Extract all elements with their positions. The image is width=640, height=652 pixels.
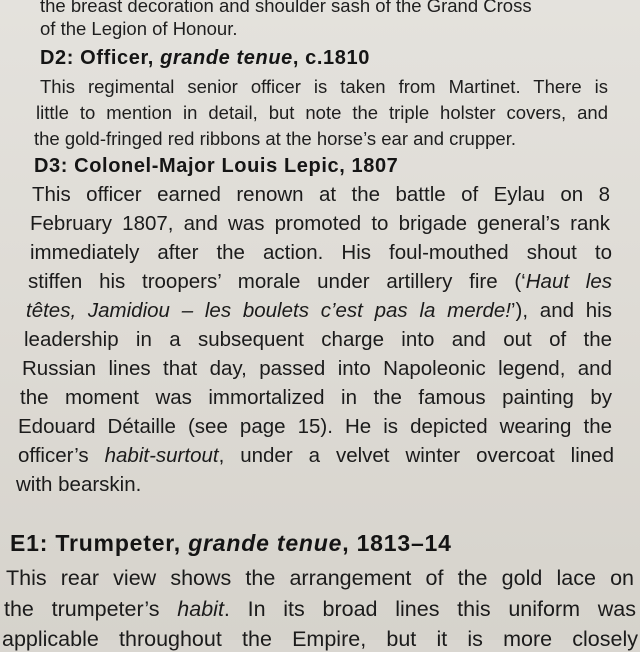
heading-italic: grande tenue (160, 47, 293, 69)
d3-text: , under a velvet winter overcoat lined (218, 444, 614, 467)
e1-text: the trumpeter’s (4, 597, 178, 621)
d3-line: the moment was immortalized in the famous painting by (20, 386, 612, 409)
d2-line: little to mention in detail, but note the triple holster covers, and (36, 102, 608, 123)
d2-line: the gold-fringed red ribbons at the horse’s ear and crupper. (34, 128, 516, 149)
d3-quote: Haut les (525, 270, 612, 293)
section-heading-e1 (10, 530, 452, 557)
d3-line: February 1807, and was promoted to brigade general’s rank (30, 212, 610, 235)
heading-code: E1: Trumpeter, (10, 530, 181, 556)
section-heading-d3: D3: Colonel-Major Louis Lepic, 1807 (34, 155, 399, 177)
e1-text: . In its broad lines this uniform was (223, 597, 637, 621)
intro-line: the breast decoration and shoulder sash of the Grand Cross (40, 0, 532, 16)
intro-line: of the Legion of Honour. (40, 18, 238, 39)
heading-code: D2: Officer, (40, 47, 154, 69)
d3-line: Russian lines that day, passed into Napoleonic legend, and (22, 357, 612, 380)
e1-line: This rear view shows the arrangement of the gold lace on (6, 566, 634, 590)
e1-line: applicable throughout the Empire, but it is more closely (2, 627, 638, 651)
d3-line: immediately after the action. His foul-mouthed shout to (30, 241, 612, 264)
heading-tail: , c.1810 (292, 47, 370, 69)
d3-line (26, 299, 612, 323)
d3-quote: têtes, Jamidiou – les boulets c’est pas la merde! (26, 299, 511, 322)
d3-line (28, 270, 612, 294)
d3-line: leadership in a subsequent charge into and out of the (24, 328, 612, 351)
heading-tail: , 1813–14 (342, 530, 452, 556)
d3-text: officer’s (18, 444, 105, 467)
d2-line: This regimental senior officer is taken from Martinet. There is (40, 76, 608, 97)
d3-line (18, 444, 614, 468)
d3-text: stiffen his troopers’ morale under artillery fire (‘ (28, 270, 526, 293)
d3-line: This officer earned renown at the battle of Eylau on 8 (32, 183, 610, 206)
d3-line: with bearskin. (16, 473, 142, 496)
d3-line: Edouard Détaille (see page 15). He is depicted wearing the (18, 415, 612, 438)
heading-italic: grande tenue (188, 530, 343, 556)
d3-italic-term: habit-surtout (104, 444, 219, 467)
e1-italic-term: habit (177, 597, 224, 621)
d3-text: ’), and his (510, 299, 612, 322)
e1-line (4, 597, 636, 622)
section-heading-d2 (40, 47, 370, 70)
